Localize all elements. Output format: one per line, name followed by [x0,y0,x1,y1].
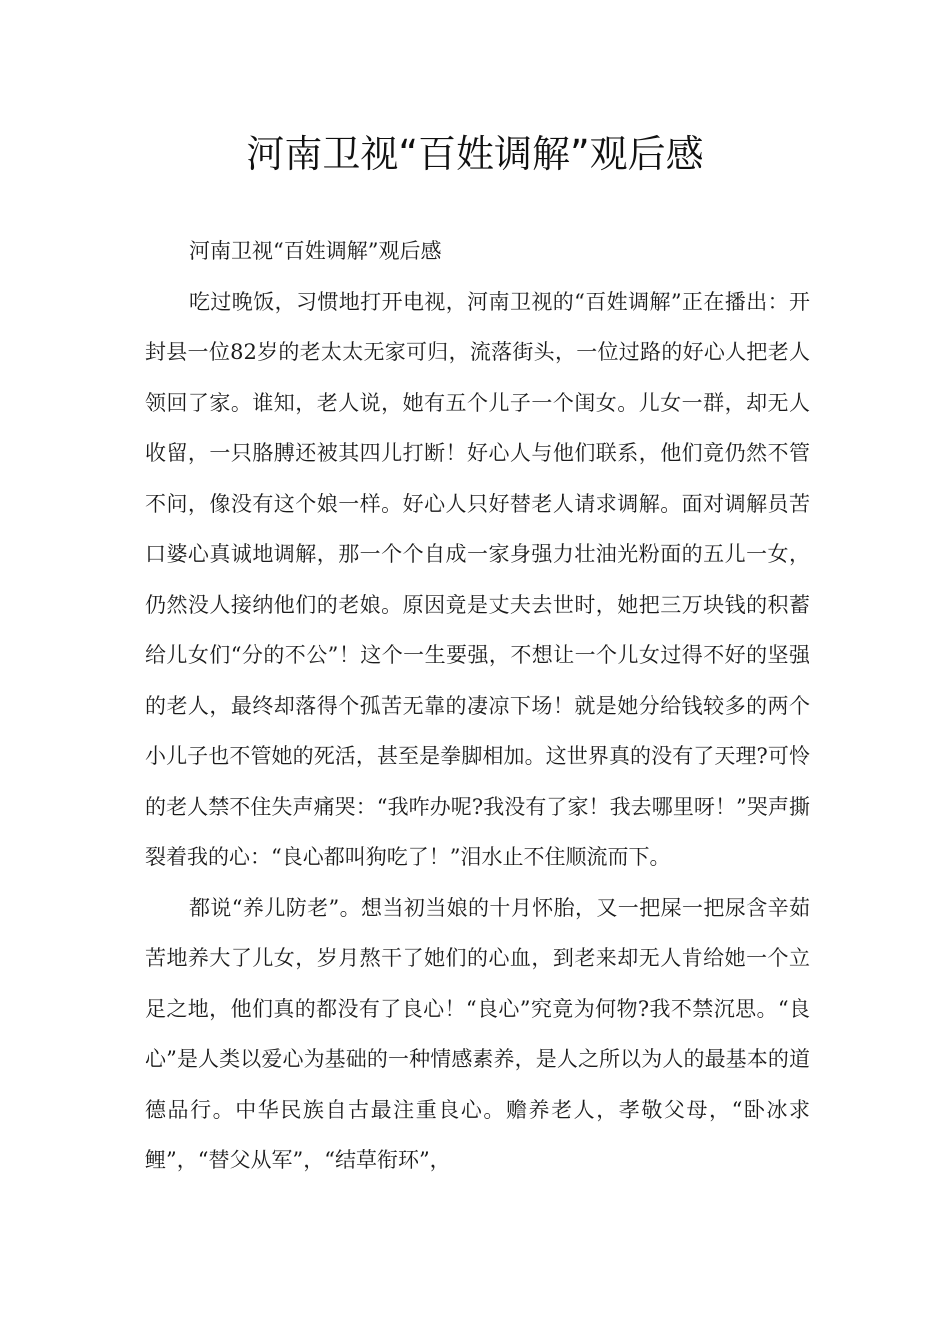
document-title: 河南卫视“百姓调解”观后感 [246,132,704,176]
paragraph-subtitle: 河南卫视“百姓调解”观后感 [189,239,442,263]
paragraph: 都说“养儿防老”。想当初当娘的十月怀胎，又一把屎一把尿含辛茹苦地养大了儿女，岁月熬干了她们的心血，到老来却无人肯给她一个立足之地，他们真的都没有了良心！“良心”究竟为何物?我不禁沉思。“良心”是人类以爱心为基础的一种情感素养，是人之所以为人的最基本的道德品行。中华民族自古最注重良心。赡养老人，孝敬父母，“卧冰求鲤”，“替父从军”，“结草衔环”， [145,895,810,1172]
paragraph: 吃过晚饭，习惯地打开电视，河南卫视的“百姓调解”正在播出：开封县一位82岁的老太太无家可归，流落街头，一位过路的好心人把老人领回了家。谁知，老人说，她有五个儿子一个闺女。儿女一群，却无人收留，一只胳膊还被其四儿打断！好心人与他们联系，他们竟仍然不管不问，像没有这个娘一样。好心人只好替老人请求调解。面对调解员苦口婆心真诚地调解，那一个个自成一家身强力壮油光粉面的五儿一女，仍然没人接纳他们的老娘。原因竟是丈夫去世时，她把三万块钱的积蓄给儿女们“分的不公”！这个一生要强，不想让一个儿女过得不好的坚强的老人，最终却落得个孤苦无靠的凄凉下场！就是她分给钱较多的两个小儿子也不管她的死活，甚至是拳脚相加。这世界真的没有了天理?可怜的老人禁不住失声痛哭：“我咋办呢?我没有了家！我去哪里呀！”哭声撕裂着我的心：“良心都叫狗吃了！”泪水止不住顺流而下。 [145,289,810,869]
document-body [145,226,810,1186]
